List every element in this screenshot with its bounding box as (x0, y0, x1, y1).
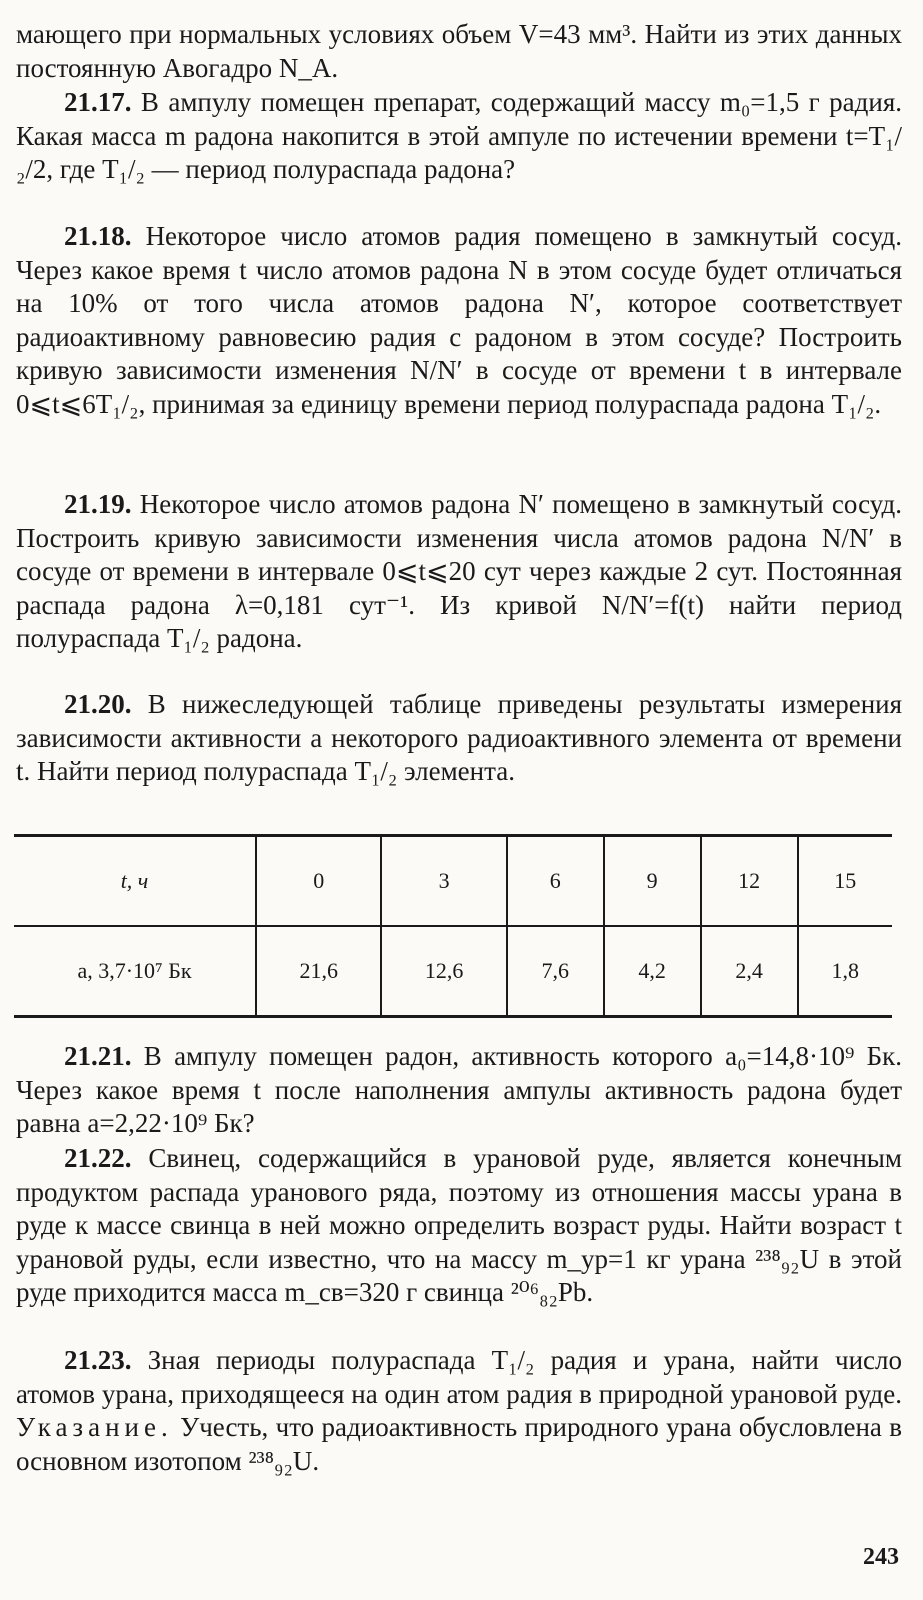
problem-number: 21.23. (64, 1345, 132, 1375)
table-header-cell: a, 3,7·10⁷ Бк (14, 926, 256, 1017)
table-cell: 4,2 (604, 926, 701, 1017)
problem-number: 21.21. (64, 1041, 132, 1071)
problem-number: 21.20. (64, 689, 132, 719)
problem-21-21 (16, 1040, 902, 1141)
problem-text: Некоторое число атомов радона N′ помещено в замкнутый сосуд. Построить кривую зависимости изменения числа атомов радона N/N′ в сосуде от времени в интервале 0⩽t⩽20 сут через каждые 2 сут. Постоянная распада радона λ=0,181 сут⁻¹. Из кривой N/N′=f(t) найти период полураспада T₁/₂ радона. (16, 489, 903, 653)
table-cell: 7,6 (507, 926, 604, 1017)
table-row (14, 836, 892, 927)
problem-number: 21.19. (64, 489, 132, 519)
table-cell: 12,6 (381, 926, 506, 1017)
table-cell: 3 (381, 836, 506, 927)
problem-21-23 (16, 1344, 902, 1478)
problem-number: 21.17. (64, 87, 132, 117)
activity-table (14, 834, 892, 1018)
problem-text: В ампулу помещен препарат, содержащий массу m₀=1,5 г радия. Какая масса m радона накопится в этой ампуле по истечении времени t=T₁/₂/2, где T₁/₂ — период полураспада радона? (16, 87, 902, 184)
table-cell: 1,8 (798, 926, 892, 1017)
table-header-cell: t, ч (14, 836, 256, 927)
problem-21-17 (16, 86, 902, 187)
problem-text: Некоторое число атомов радия помещено в замкнутый сосуд. Через какое время t число атомов радона N в этом сосуде будет отличаться на 10% от того числа атомов радона N′, которое соответствует радиоактивному равновесию радия с радоном в этом сосуде? Построить кривую зависимости изменения N/N′ в сосуде от времени t в интервале 0⩽t⩽6T₁/₂, принимая за единицу времени период полураспада радона T₁/₂. (16, 221, 902, 419)
page-number: 243 (863, 1543, 899, 1570)
problem-number: 21.22. (64, 1143, 132, 1173)
problem-text: Свинец, содержащийся в урановой руде, является конечным продуктом распада уранового ряда, поэтому из отношения массы урана в руде к массе свинца в ней можно определить возраст руды. Найти возраст t урановой руды, если известно, что на массу m_ур=1 кг урана ²³⁸₉₂U в этой руде приходится масса m_св=320 г свинца ²⁰⁶₈₂Pb. (16, 1143, 902, 1307)
problem-text: В нижеследующей таблице приведены результаты измерения зависимости активности a некоторого радиоактивного элемента от времени t. Найти период полураспада T₁/₂ элемента. (16, 689, 903, 786)
problem-21-18 (16, 220, 902, 421)
table-cell: 15 (798, 836, 892, 927)
table-cell: 9 (604, 836, 701, 927)
table-cell: 2,4 (701, 926, 798, 1017)
problem-text: Зная периоды полураспада T₁/₂ радия и урана, найти число атомов урана, приходящееся на один атом радия в природной урановой руде. (16, 1345, 903, 1409)
table-cell: 21,6 (256, 926, 381, 1017)
problem-text: В ампулу помещен радон, активность которого a₀=14,8·10⁹ Бк. Через какое время t после наполнения ампулы активность радона будет равна a=2,22·10⁹ Бк? (16, 1041, 903, 1138)
problem-number: 21.18. (64, 221, 132, 251)
problem-text: Учесть, что радиоактивность природного урана обусловлена в основном изотопом ²³⁸₉₂U. (16, 1412, 902, 1476)
table-cell: 6 (507, 836, 604, 927)
table-row (14, 926, 892, 1017)
problem-21-19 (16, 488, 902, 656)
problem-21-22 (16, 1142, 902, 1310)
problem-21-20 (16, 688, 902, 789)
paragraph-continuation: мающего при нормальных условиях объем V=43 мм³. Найти из этих данных постоянную Авогадро N_A. (16, 19, 902, 83)
table-cell: 0 (256, 836, 381, 927)
table-cell: 12 (701, 836, 798, 927)
note-label: Указание. (16, 1412, 173, 1442)
